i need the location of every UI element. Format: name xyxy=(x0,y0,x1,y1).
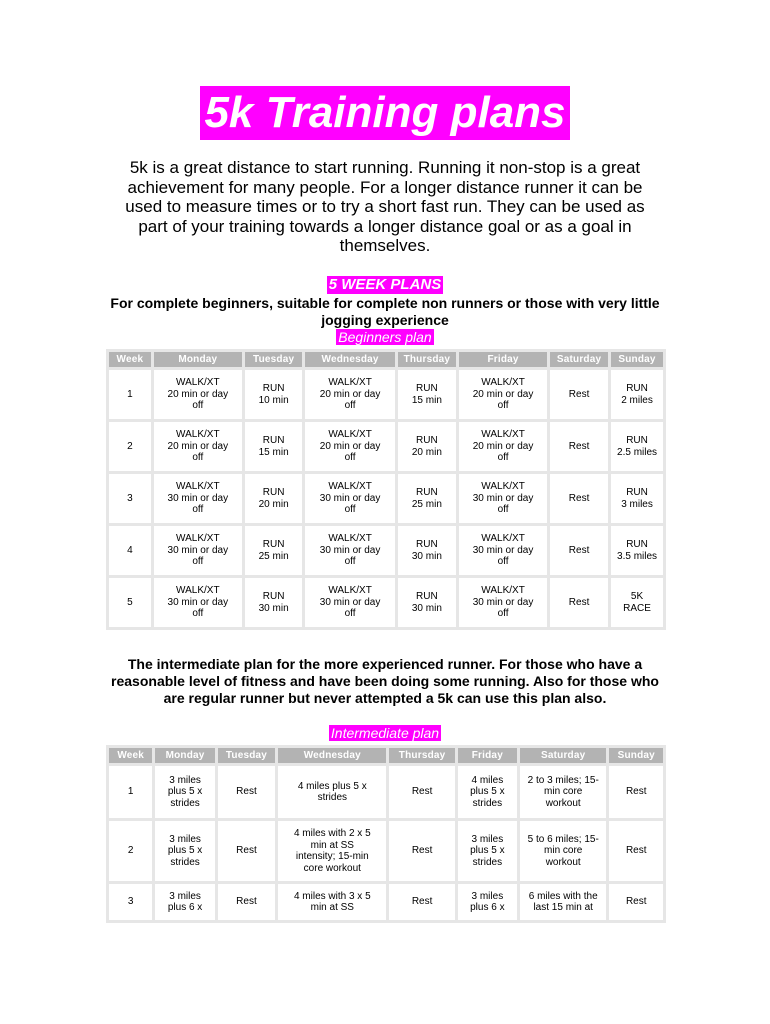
table-cell: 5 to 6 miles; 15- min core workout xyxy=(520,821,607,881)
week-number-cell: 5 xyxy=(109,578,151,627)
table-cell: RUN 30 min xyxy=(398,578,456,627)
table-cell: 3 miles plus 6 x xyxy=(458,884,517,920)
intermediate-plan-label: Intermediate plan xyxy=(330,725,440,741)
table-cell: RUN 3.5 miles xyxy=(611,526,663,575)
beginner-description: For complete beginners, suitable for complete non runners or those with very little jogging experience xyxy=(110,295,660,328)
table-cell: Rest xyxy=(389,884,454,920)
col-header-thursday: Thursday xyxy=(398,352,456,367)
table-row xyxy=(109,766,663,818)
week-number-cell: 1 xyxy=(109,370,151,419)
col-header-friday: Friday xyxy=(458,748,517,763)
table-cell: RUN 3 miles xyxy=(611,474,663,523)
table-cell: 4 miles plus 5 x strides xyxy=(458,766,517,818)
table-cell: RUN 10 min xyxy=(245,370,303,419)
table-cell: Rest xyxy=(550,578,608,627)
col-header-sunday: Sunday xyxy=(609,748,663,763)
week-number-cell: 1 xyxy=(109,766,152,818)
table-cell: Rest xyxy=(389,821,454,881)
table-cell: WALK/XT 30 min or day off xyxy=(154,474,242,523)
table-cell: RUN 2 miles xyxy=(611,370,663,419)
col-header-friday: Friday xyxy=(459,352,547,367)
table-row xyxy=(109,370,663,419)
table-row xyxy=(109,884,663,920)
table-cell: Rest xyxy=(609,821,663,881)
table-cell: RUN 25 min xyxy=(245,526,303,575)
table-cell: WALK/XT 30 min or day off xyxy=(305,526,394,575)
table-cell: RUN 20 min xyxy=(398,422,456,471)
table-cell: 3 miles plus 6 x xyxy=(155,884,214,920)
col-header-tuesday: Tuesday xyxy=(218,748,275,763)
table-cell: Rest xyxy=(550,474,608,523)
week-number-cell: 2 xyxy=(109,821,152,881)
table-cell: Rest xyxy=(550,526,608,575)
col-header-monday: Monday xyxy=(155,748,214,763)
table-header-row xyxy=(109,748,663,763)
table-cell: 2 to 3 miles; 15- min core workout xyxy=(520,766,607,818)
table-cell: WALK/XT 30 min or day off xyxy=(459,578,547,627)
table-cell: RUN 15 min xyxy=(398,370,456,419)
beginner-plan-label: Beginners plan xyxy=(338,329,432,345)
page-title: 5k Training plans xyxy=(200,86,569,140)
table-cell: 3 miles plus 5 x strides xyxy=(458,821,517,881)
table-cell: Rest xyxy=(218,884,275,920)
table-header-row xyxy=(109,352,663,367)
week-number-cell: 4 xyxy=(109,526,151,575)
table-row xyxy=(109,526,663,575)
table-cell: RUN 15 min xyxy=(245,422,303,471)
col-header-saturday: Saturday xyxy=(520,748,607,763)
week-number-cell: 3 xyxy=(109,884,152,920)
col-header-tuesday: Tuesday xyxy=(245,352,303,367)
table-cell: WALK/XT 20 min or day off xyxy=(305,422,394,471)
table-cell: 5K RACE xyxy=(611,578,663,627)
table-cell: Rest xyxy=(609,766,663,818)
col-header-wednesday: Wednesday xyxy=(278,748,386,763)
beginner-plan-table xyxy=(106,349,666,630)
col-header-thursday: Thursday xyxy=(389,748,454,763)
col-header-saturday: Saturday xyxy=(550,352,608,367)
table-cell: Rest xyxy=(550,422,608,471)
week-number-cell: 2 xyxy=(109,422,151,471)
table-row xyxy=(109,474,663,523)
intro-paragraph: 5k is a great distance to start running. Running it non-stop is a great achievement for many people. For a longer distance runner it can be used to measure times or to try a short fast run. They can be used as part of your training towards a longer distance goal or as a goal in themselves. xyxy=(125,158,645,256)
table-cell: Rest xyxy=(550,370,608,419)
section-heading: 5 WEEK PLANS xyxy=(328,276,442,293)
col-header-week: Week xyxy=(109,352,151,367)
table-cell: Rest xyxy=(218,821,275,881)
table-cell: WALK/XT 20 min or day off xyxy=(305,370,394,419)
table-row xyxy=(109,578,663,627)
table-cell: WALK/XT 30 min or day off xyxy=(154,526,242,575)
col-header-week: Week xyxy=(109,748,152,763)
table-cell: Rest xyxy=(389,766,454,818)
table-cell: WALK/XT 30 min or day off xyxy=(305,578,394,627)
table-cell: RUN 20 min xyxy=(245,474,303,523)
table-cell: RUN 25 min xyxy=(398,474,456,523)
table-row xyxy=(109,422,663,471)
table-cell: WALK/XT 30 min or day off xyxy=(459,526,547,575)
table-cell: WALK/XT 30 min or day off xyxy=(154,578,242,627)
table-cell: 6 miles with the last 15 min at xyxy=(520,884,607,920)
table-cell: Rest xyxy=(609,884,663,920)
table-cell: RUN 30 min xyxy=(398,526,456,575)
table-cell: WALK/XT 30 min or day off xyxy=(459,474,547,523)
intermediate-description: The intermediate plan for the more experienced runner. For those who have a reasonable level of fitness and have been doing some running. Also for those who are regular runner but never attempted a 5k can use this plan also. xyxy=(111,656,659,706)
table-cell: WALK/XT 30 min or day off xyxy=(305,474,394,523)
col-header-sunday: Sunday xyxy=(611,352,663,367)
col-header-wednesday: Wednesday xyxy=(305,352,394,367)
table-cell: WALK/XT 20 min or day off xyxy=(459,422,547,471)
week-number-cell: 3 xyxy=(109,474,151,523)
table-row xyxy=(109,821,663,881)
table-cell: RUN 2.5 miles xyxy=(611,422,663,471)
table-cell: 4 miles with 2 x 5 min at SS intensity; 15-min core workout xyxy=(278,821,386,881)
table-cell: 4 miles with 3 x 5 min at SS xyxy=(278,884,386,920)
table-cell: RUN 30 min xyxy=(245,578,303,627)
table-cell: 3 miles plus 5 x strides xyxy=(155,821,214,881)
table-cell: 4 miles plus 5 x strides xyxy=(278,766,386,818)
table-cell: Rest xyxy=(218,766,275,818)
intermediate-plan-table xyxy=(106,745,666,923)
table-cell: 3 miles plus 5 x strides xyxy=(155,766,214,818)
col-header-monday: Monday xyxy=(154,352,242,367)
table-cell: WALK/XT 20 min or day off xyxy=(154,370,242,419)
table-cell: WALK/XT 20 min or day off xyxy=(459,370,547,419)
table-cell: WALK/XT 20 min or day off xyxy=(154,422,242,471)
